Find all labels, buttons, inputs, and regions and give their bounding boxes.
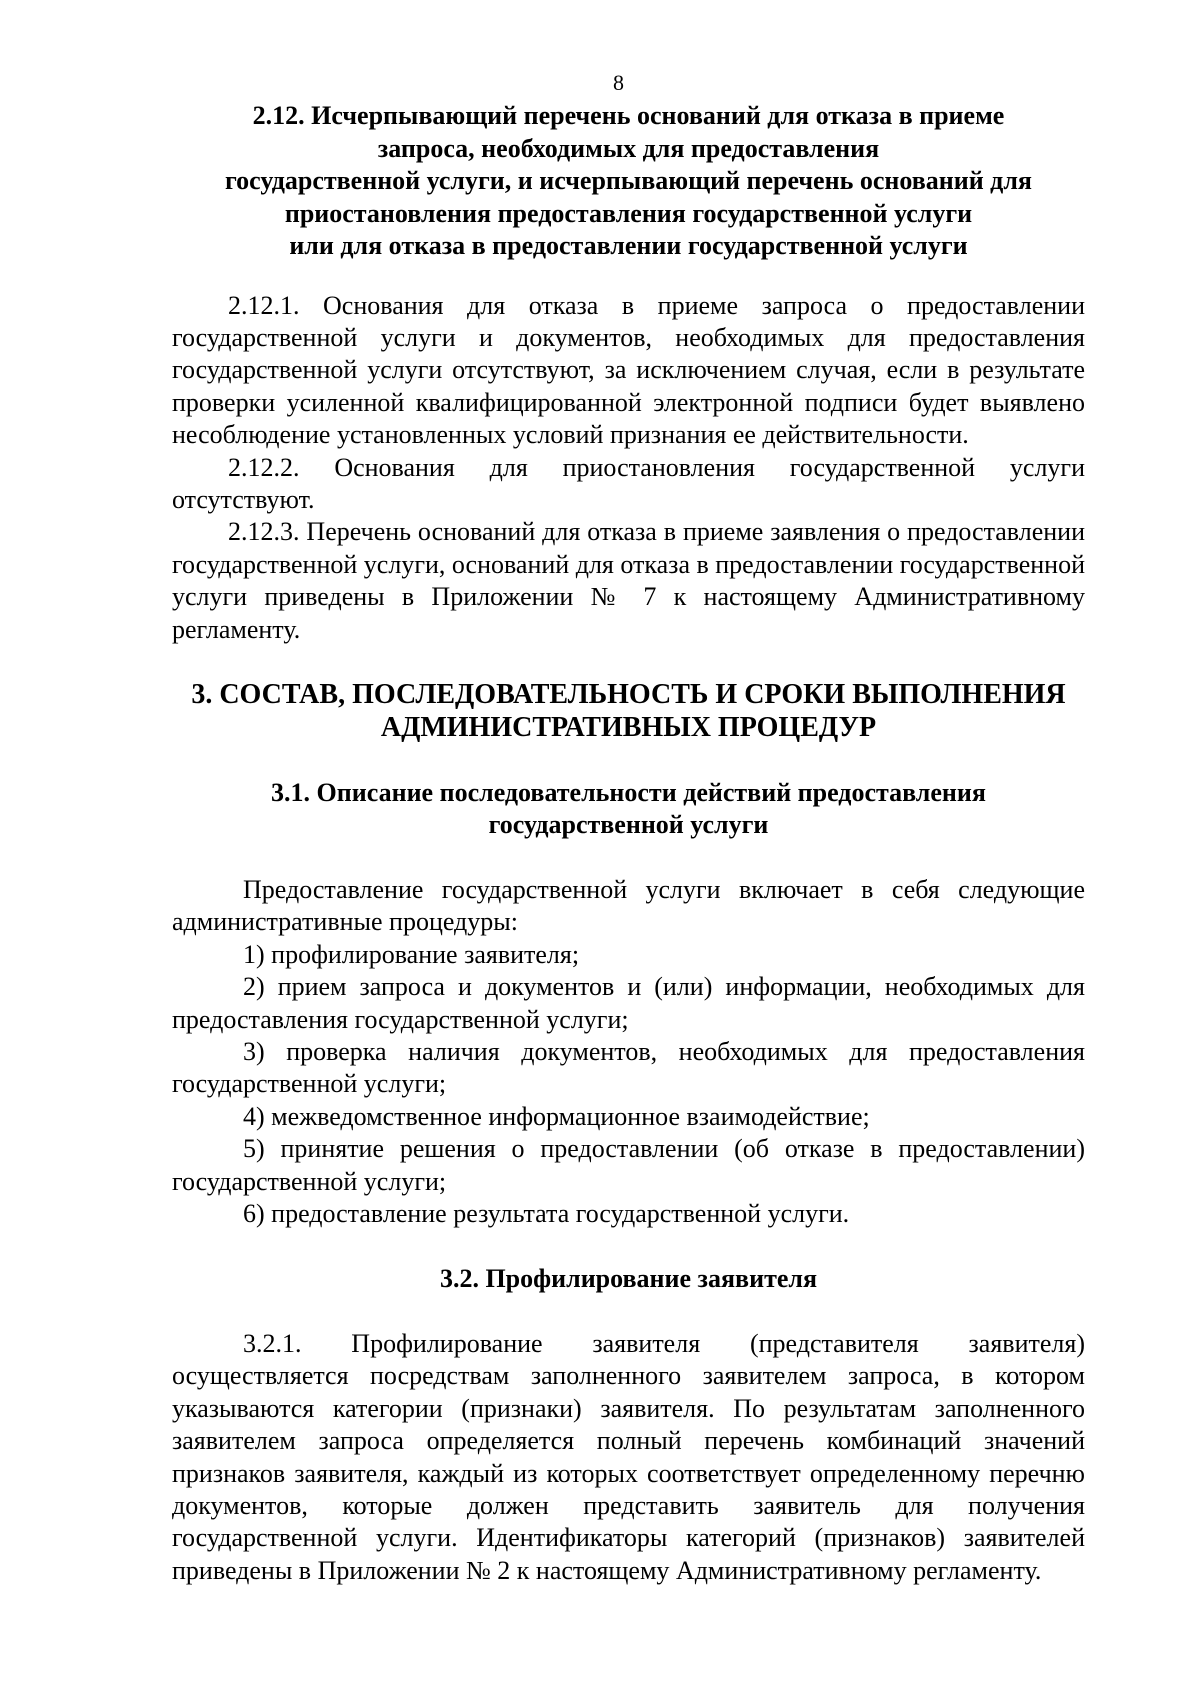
procedure-item: 6) предоставление результата государственной услуги. xyxy=(243,1199,850,1229)
heading-line: 3.2. Профилирование заявителя xyxy=(439,1264,818,1294)
paragraph-3-2-1: 3.2.1. Профилирование заявителя (представителя заявителя) осуществляется посредствам заполненного заявителем запроса, в котором указываются категории (признаки) заявителя. По результатам заполненного заявителем запроса определяется полный перечень комбинаций значений признаков заявителя, каждый из которых соответствует определенному перечню документов, которые должен представить заявитель для получения государственной услуги. Идентификаторы категорий (признаков) заявителей приведены в Приложении № 2 к настоящему Административному регламенту. xyxy=(172,1328,1085,1585)
heading-line: запроса, необходимых для предоставления xyxy=(377,133,880,163)
procedure-item: 1) профилирование заявителя; xyxy=(243,939,580,969)
heading-line: 3.1. Описание последовательности действий предоставления xyxy=(271,777,986,807)
heading-line: или для отказа в предоставлении государственной услуги xyxy=(289,231,968,260)
page-number: 8 xyxy=(613,70,624,95)
paragraph-2-12-1: 2.12.1. Основания для отказа в приеме запроса о предоставлении государственной услуги и документов, необходимых для предоставления государственной услуги отсутствуют, за исключением случая, если в результате проверки усиленной квалифицированной электронной подписи будет выявлено несоблюдение установленных условий признания ее действительности. xyxy=(172,290,1085,450)
section-3-heading xyxy=(172,678,1085,744)
procedure-item: 2) прием запроса и документов и (или) информации, необходимых для предоставления государственной услуги; xyxy=(172,972,1085,1034)
paragraph-2-12-3: 2.12.3. Перечень оснований для отказа в приеме заявления о предоставлении государственной услуги, оснований для отказа в предоставлении государственной услуги приведены в Приложении № 7 к настоящему Административному регламенту. xyxy=(172,517,1085,644)
heading-line: государственной услуги, и исчерпывающий перечень оснований для xyxy=(225,166,1032,195)
section-2-12-heading xyxy=(172,100,1085,263)
procedures-intro: Предоставление государственной услуги включает в себя следующие административные процедуры: xyxy=(172,874,1085,937)
heading-line: 2.12. Исчерпывающий перечень оснований для отказа в приеме xyxy=(252,101,1005,130)
section-3-1-heading xyxy=(172,777,1085,842)
procedure-item: 5) принятие решения о предоставлении (об отказе в предоставлении) государственной услуги; xyxy=(172,1134,1085,1196)
heading-line: государственной услуги xyxy=(488,810,769,840)
procedure-item: 3) проверка наличия документов, необходимых для предоставления государственной услуги; xyxy=(172,1037,1085,1099)
section-3-2-heading xyxy=(172,1263,1085,1296)
paragraph-2-12-2: 2.12.2. Основания для приостановления государственной услуги отсутствуют. xyxy=(172,452,1085,514)
heading-line: приостановления предоставления государственной услуги xyxy=(284,198,973,228)
procedure-item: 4) межведомственное информационное взаимодействие; xyxy=(243,1101,870,1131)
heading-line: АДМИНИСТРАТИВНЫХ ПРОЦЕДУР xyxy=(380,711,877,743)
heading-line: 3. СОСТАВ, ПОСЛЕДОВАТЕЛЬНОСТЬ И СРОКИ ВЫПОЛНЕНИЯ xyxy=(191,678,1066,710)
